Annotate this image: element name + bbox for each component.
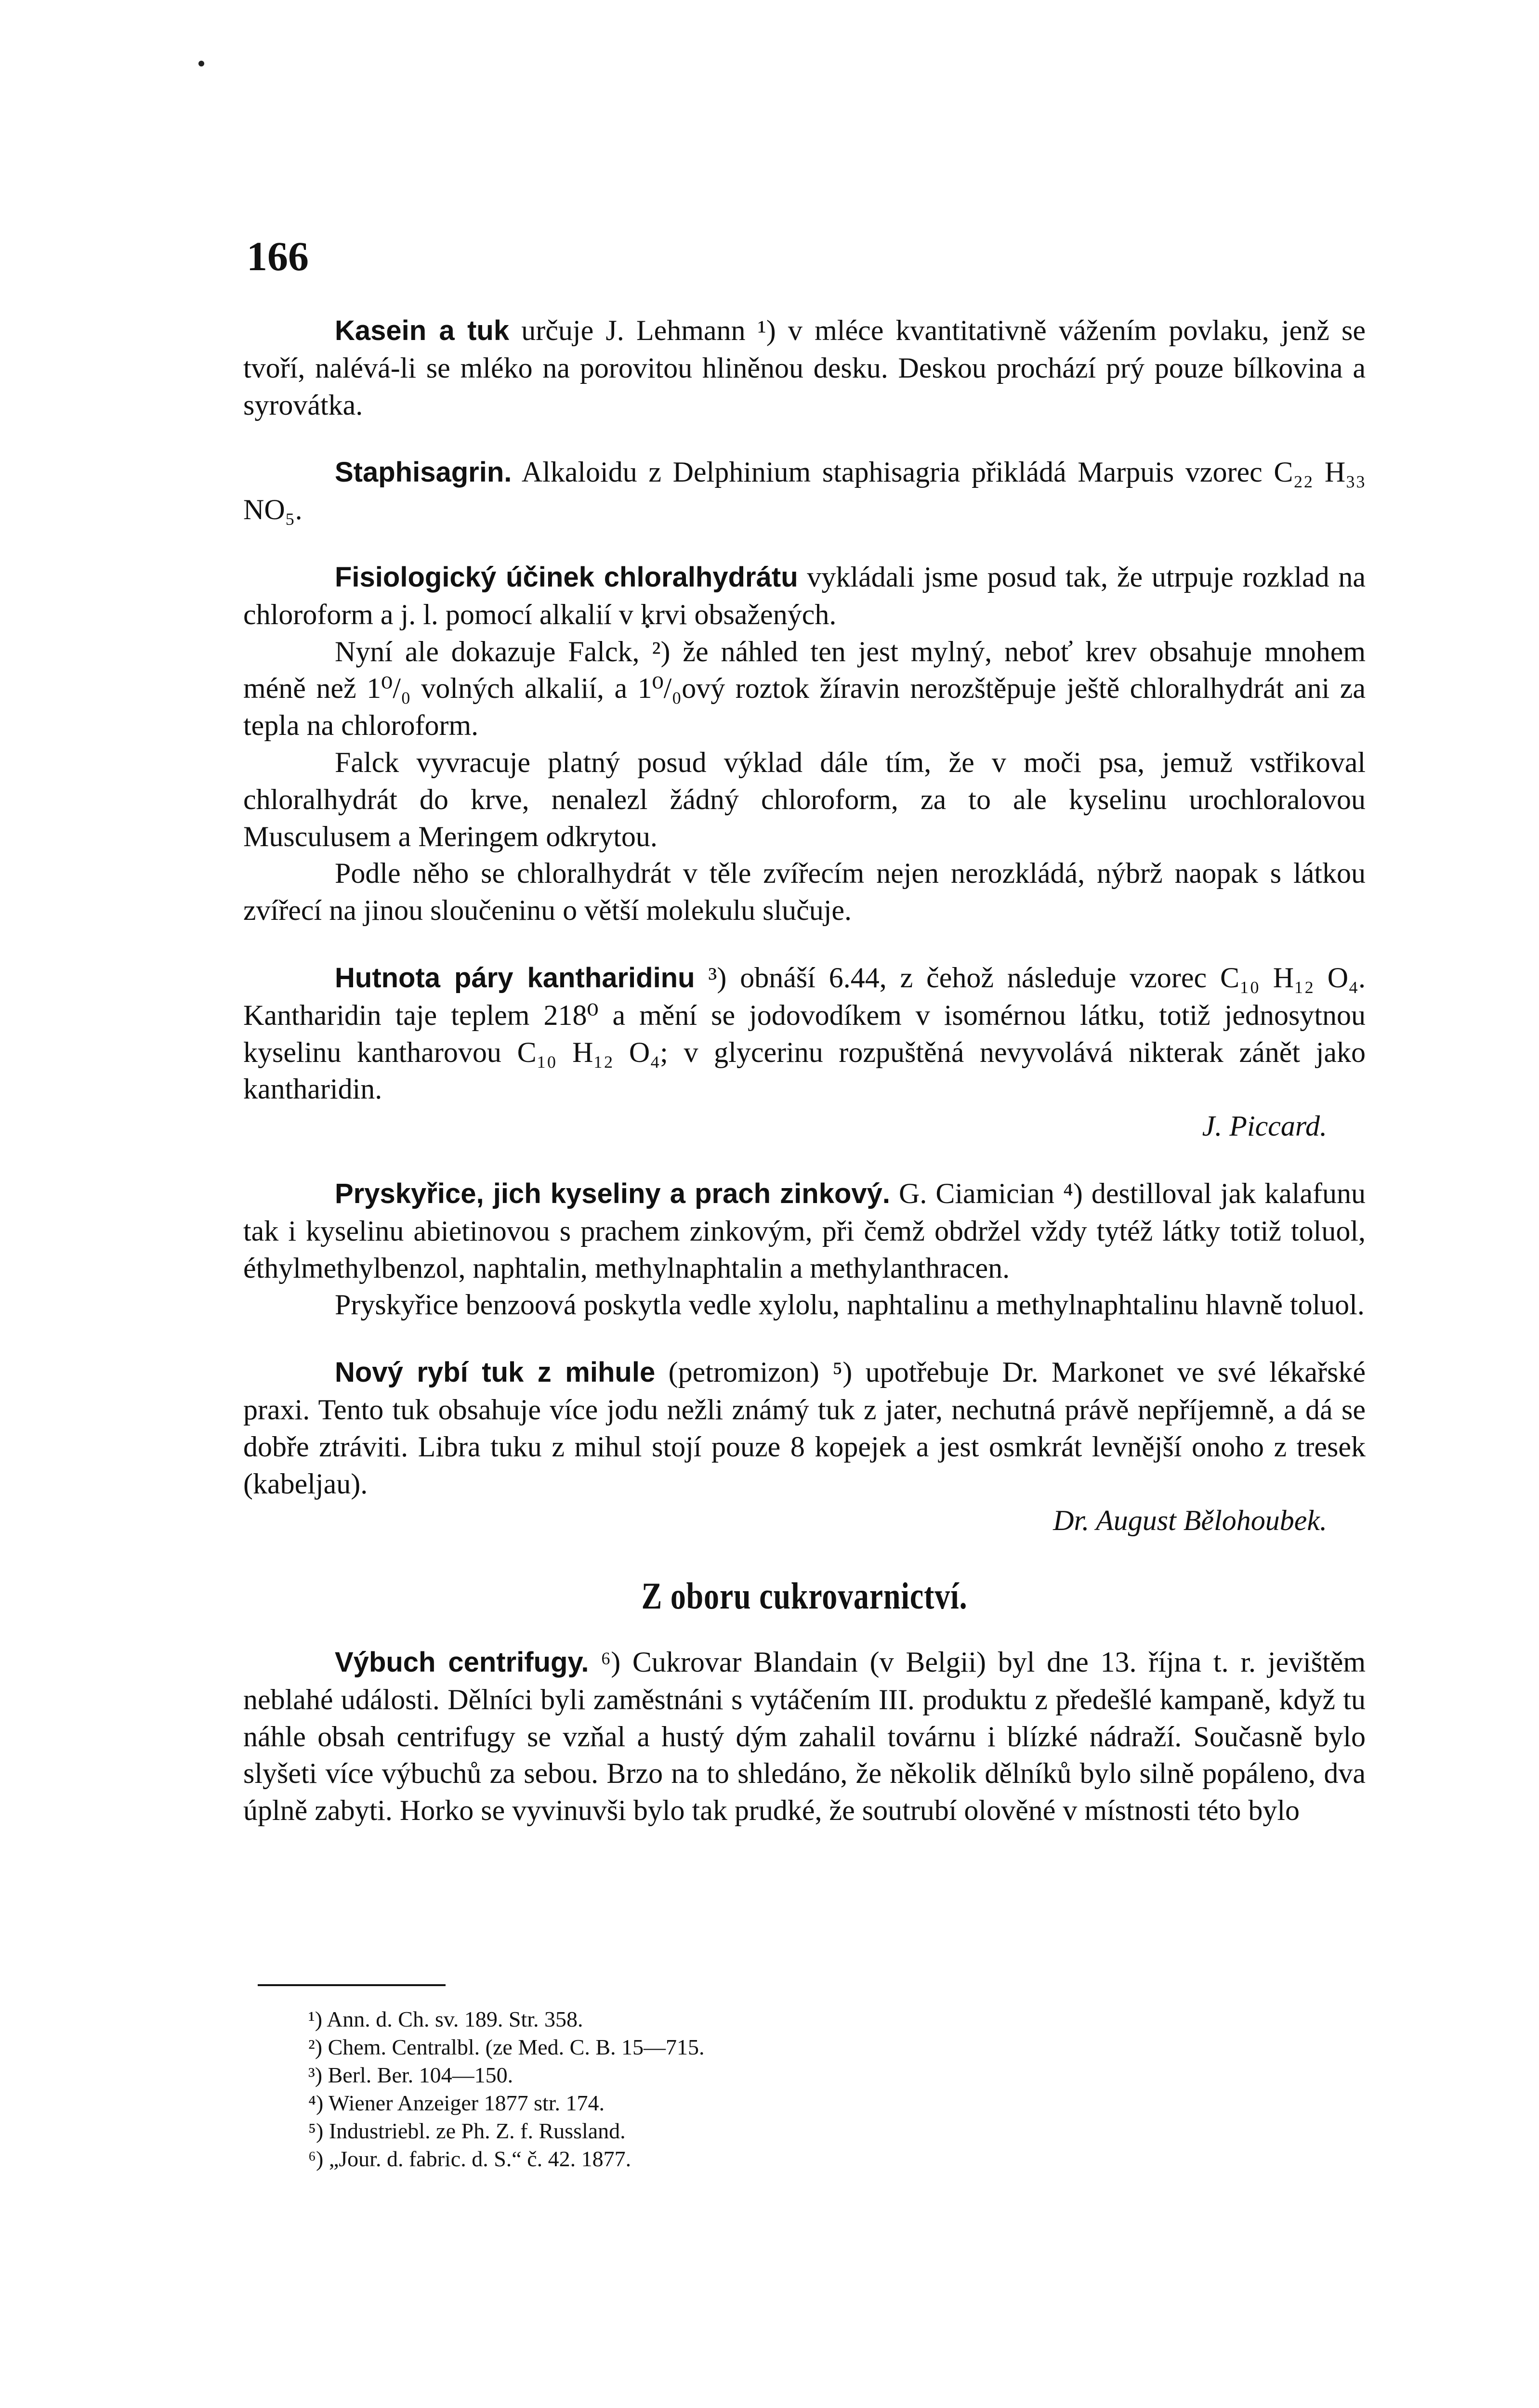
footnote: ²) Chem. Centralbl. (ze Med. C. B. 15—715. bbox=[308, 2035, 705, 2059]
section-staphisagrin bbox=[243, 454, 1366, 528]
paragraph: Pryskyřice benzoová poskytla vedle xylolu, naphtalinu a methylnaphtalinu hlavně toluol. bbox=[335, 1289, 1365, 1321]
footnotes bbox=[308, 2005, 705, 2173]
section-heading: Výbuch centrifugy. bbox=[335, 1646, 589, 1678]
footnote: ¹) Ann. d. Ch. sv. 189. Str. 358. bbox=[308, 2007, 583, 2031]
footnote: ⁴) Wiener Anzeiger 1877 str. 174. bbox=[308, 2091, 605, 2115]
chapter-heading: Z oboru cukrovarnictví. bbox=[641, 1575, 968, 1617]
section-heading: Nový rybí tuk z mihule bbox=[335, 1357, 656, 1388]
footnote: ⁵) Industriebl. ze Ph. Z. f. Russland. bbox=[308, 2119, 626, 2143]
paragraph: Podle něho se chloralhydrát v těle zvířecím nejen nerozkládá, nýbrž naopak s látkou zvířecí na jinou sloučeninu o větší molekulu slučuje. bbox=[243, 857, 1366, 927]
paragraph-text: ³) obnáší 6.44, z čehož následuje vzorec C₁₀ H₁₂ O₄. Kantharidin taje teplem 218⁰ a mění se jodovodíkem v isomérnou látku, totiž jednosytnou kyselinu kantharovou C₁₀ H₁₂ O₄; v glycerinu rozpuštěná nevyvolává nikterak zánět jako kantharidin. bbox=[243, 961, 1366, 1105]
section-heading: Fisiologický účinek chloralhydrátu bbox=[335, 561, 798, 593]
section-kantharidin bbox=[243, 959, 1366, 1108]
section-chloralhydrat bbox=[243, 559, 1366, 633]
paragraph: Nyní ale dokazuje Falck, ²) že náhled ten jest mylný, neboť krev obsahuje mnohem méně než 1⁰/₀ volných alkalií, a 1⁰/₀ový roztok žíravin nerozštěpuje ještě chloralhydrát ani za tepla na chloroform. bbox=[243, 635, 1366, 742]
paragraph-text: vykládali jsme posud tak, že utrpuje rozklad na chloroform a j. l. pomocí alkalií v krvi obsažených. bbox=[243, 561, 1366, 630]
paragraph-text: určuje J. Lehmann ¹) v mléce kvantitativně vážením povlaku, jenž se tvoří, nalévá-li se mléko na porovitou hliněnou desku. Deskou prochází prý pouze bílkovina a syrovátka. bbox=[243, 314, 1366, 421]
section-heading: Staphisagrin. bbox=[335, 457, 512, 488]
author-signature: J. Piccard. bbox=[1202, 1110, 1327, 1142]
article-body bbox=[243, 312, 1366, 1829]
section-vybuch-centrifugy bbox=[243, 1644, 1366, 1829]
paragraph-text: Alkaloidu z Delphinium staphisagria přikládá Marpuis vzorec C₂₂ H₃₃ NO₅. bbox=[243, 456, 1366, 526]
footnote: ⁶) „Jour. d. fabric. d. S.“ č. 42. 1877. bbox=[308, 2146, 631, 2171]
footnote: ³) Berl. Ber. 104—150. bbox=[308, 2063, 513, 2087]
section-heading: Kasein a tuk bbox=[335, 315, 510, 346]
paragraph-text: (petromizon) ⁵) upotřebuje Dr. Markonet ve své lékařské praxi. Tento tuk obsahuje více jodu nežli známý tuk z jater, nechutná právě nepříjemně, a dá se dobře ztráviti. Libra tuku z mihul stojí pouze 8 kopejek a jest osmkrát levnější onoho z tresek (kabeljau). bbox=[243, 1356, 1366, 1500]
section-heading: Pryskyřice, jich kyseliny a prach zinkový. bbox=[335, 1178, 891, 1209]
paragraph-text: ⁶) Cukrovar Blandain (v Belgii) byl dne 13. října t. r. jevištěm neblahé události. Dělníci byli zaměstnáni s vytáčením III. produktu z předešlé kampaně, když tu náhle obsah centrifugy se vzňal a hustý dým zahalil továrnu i blízké nádraží. Současně bylo slyšeti více výbuchů za sebou. Brzo na to shledáno, že několik dělníků bylo silně popáleno, dva úplně zabyti. Horko se vyvinuvši bylo tak prudké, že soutrubí olověné v místnosti této bylo bbox=[243, 1646, 1366, 1827]
page-number: 166 bbox=[247, 233, 309, 279]
author-signature: Dr. August Bělohoubek. bbox=[1053, 1505, 1327, 1537]
footnote-divider bbox=[258, 1984, 446, 1986]
speck-mark bbox=[198, 61, 204, 66]
paragraph: Falck vyvracuje platný posud výklad dále tím, že v moči psa, jemuž vstřikoval chloralhydrát do krve, nenalezl žádný chloroform, za to ale kyselinu urochloralovou Musculusem a Meringem odkrytou. bbox=[243, 746, 1366, 852]
paragraph-text: G. Ciamician ⁴) destilloval jak kalafunu tak i kyselinu abietinovou s prachem zinkovým, při čemž obdržel vždy tytéž látky totiž toluol, éthylmethylbenzol, naphtalin, methylnaphtalin a methylanthracen. bbox=[243, 1177, 1366, 1284]
section-rybi-tuk bbox=[243, 1354, 1366, 1502]
section-heading: Hutnota páry kantharidinu bbox=[335, 962, 695, 994]
section-kasein bbox=[243, 312, 1366, 423]
section-pryskyrice bbox=[243, 1175, 1366, 1286]
